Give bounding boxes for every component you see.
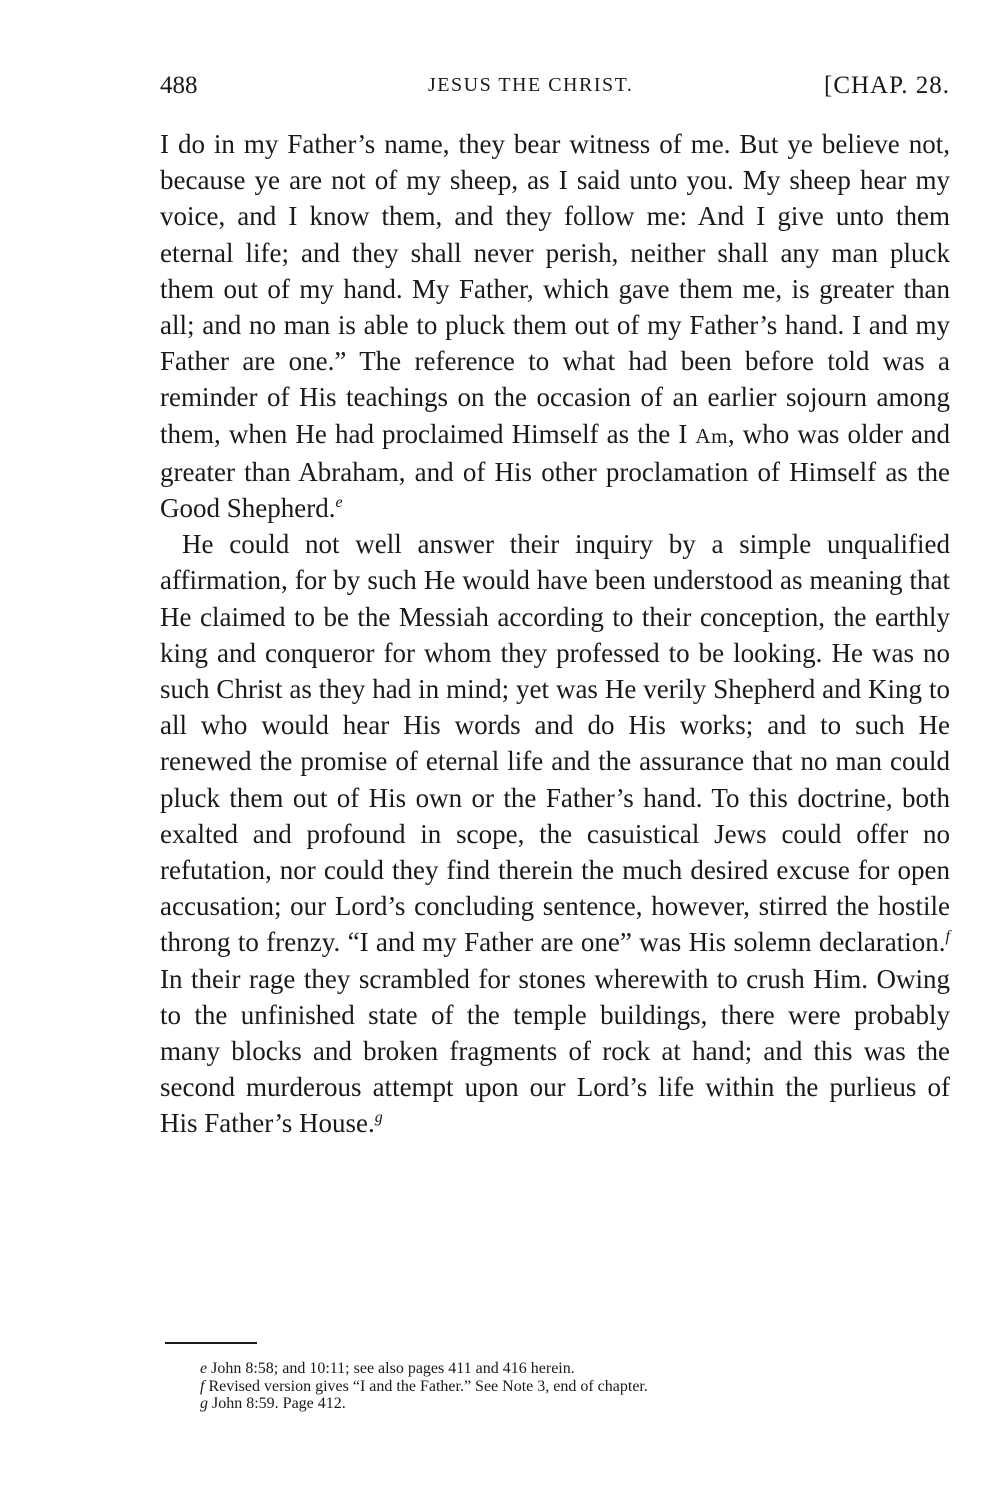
footnote-ref-g[interactable]: g <box>374 1109 383 1127</box>
footnote-e <box>200 1360 952 1378</box>
footnote-mark: e <box>200 1360 208 1377</box>
paragraph-1-text-a: I do in my Father’s name, they bear witness of me. But ye believe not, because ye are not of my sheep, as I said unto you. My sheep hear my voice, and I know them, and they follow me: And I give unto them eternal life; and they shall never perish, neither shall any man pluck them out of my hand. My Father, which gave them me, is greater than all; and no man is able to pluck them out of my Father’s hand. I and my Father are one.” The reference to what had been before told was a reminder of His teachings on the occasion of an earlier sojourn among them, when He had proclaimed Himself as the I <box>160 129 950 449</box>
footnote-text: John 8:58; and 10:11; see also pages 411 and 416 herein. <box>207 1360 575 1377</box>
paragraph-2 <box>160 526 950 1141</box>
footnote-f <box>200 1378 952 1396</box>
footnote-mark: g <box>200 1395 208 1412</box>
running-header <box>160 72 950 108</box>
footnote-mark: f <box>200 1377 205 1395</box>
body-text <box>160 126 950 1142</box>
footnote-text: Revised version gives “I and the Father.” See Note 3, end of chapter. <box>204 1377 648 1395</box>
footnote-text: John 8:59. Page 412. <box>208 1395 346 1412</box>
footnote-g <box>200 1395 952 1413</box>
footnote-ref-e[interactable]: e <box>335 494 343 512</box>
paragraph-1 <box>160 126 950 526</box>
footnote-divider <box>165 1342 257 1344</box>
paragraph-1-text-b: , who was older and greater than Abraham, and of His other proclamation of Himself as the Good Shepherd. <box>160 418 950 524</box>
small-caps-am: Am <box>695 423 728 448</box>
paragraph-2-text-a: He could not well answer their inquiry by a simple unqualified affirmation, for by such He would have been understood as meaning that He claimed to be the Messiah according to their conception, the earthly king and conqueror for whom they professed to be looking. He was no such Christ as they had in mind; yet was He verily Shepherd and King to all who would hear His words and do His works; and to such He renewed the promise of eternal life and the assurance that no man could pluck them out of His own or the Father’s hand. To this doctrine, both exalted and profound in scope, the casuistical Jews could offer no refutation, nor could they find therein the much desired excuse for open accusation; our Lord’s concluding sentence, however, stirred the hostile throng to frenzy. “I and my Father are one” was His solemn declaration. <box>160 529 950 958</box>
running-title: JESUS THE CHRIST. <box>428 74 634 96</box>
page-number: 488 <box>160 72 198 99</box>
chapter-label: [CHAP. 28. <box>824 72 950 99</box>
footnote-ref-f[interactable]: f <box>945 928 950 946</box>
paragraph-2-text-b: In their rage they scrambled for stones wherewith to crush Him. Owing to the unfinished state of the temple buildings, there were probably many blocks and broken fragments of rock at hand; and this was the second murderous attempt upon our Lord’s life within the purlieus of His Father’s House. <box>160 963 950 1139</box>
footnotes <box>200 1360 952 1413</box>
